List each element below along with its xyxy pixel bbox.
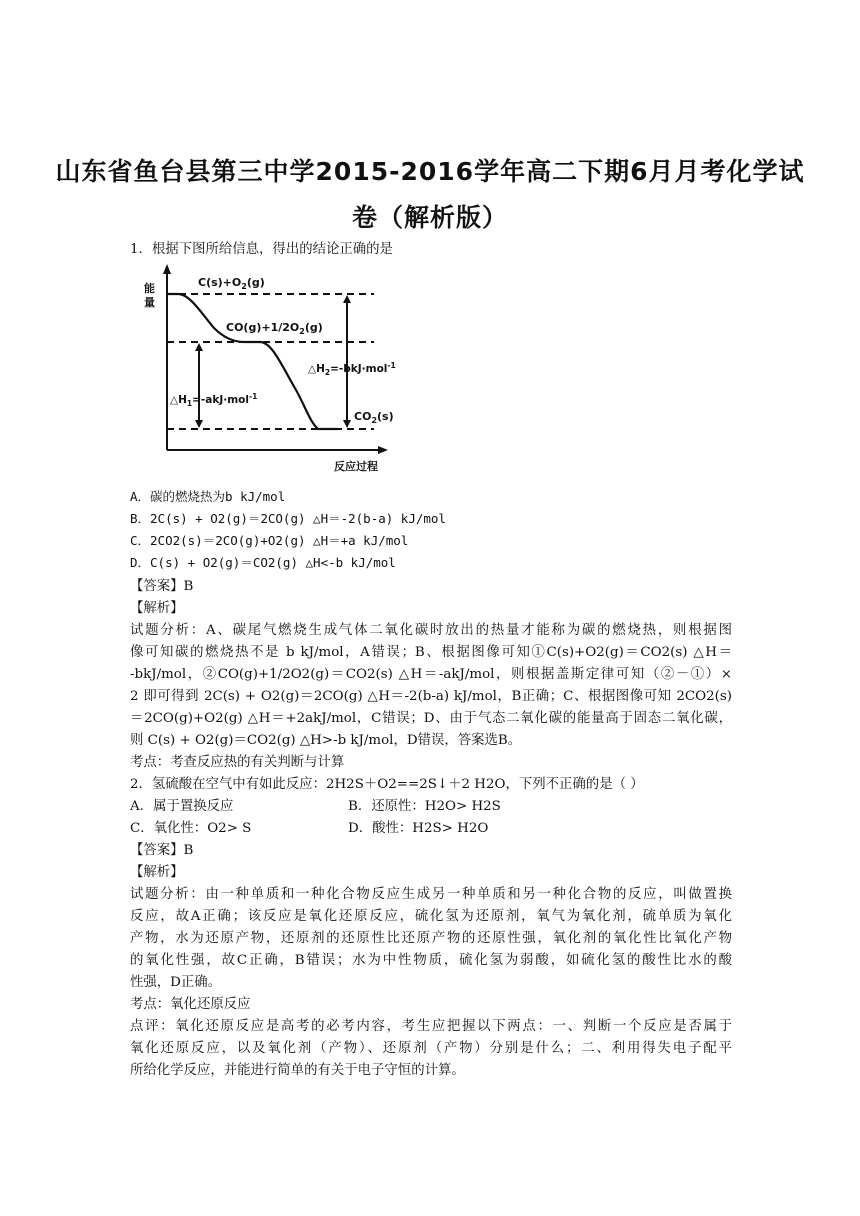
x-axis-arrow <box>378 446 388 454</box>
energy-curve <box>167 294 338 429</box>
energy-diagram <box>142 262 396 476</box>
document-title-line-1: 山东省鱼台县第三中学2015-2016学年高二下期6月月考化学试 <box>55 157 805 186</box>
question-1-analysis-line: -bkJ/mol，②CO(g)+1/2O2(g)＝CO2(s) △H＝-akJ/mol，则根据盖斯定律可知（②－①）× <box>130 667 732 682</box>
question-2-analysis-line: 的氧化性强，故C正确，B错误；水为中性物质，硫化氢为弱酸，如硫化氢的酸性比水的酸 <box>130 953 732 968</box>
question-1-analysis-head: 【解析】 <box>130 601 184 616</box>
question-2-option-a: A．属于置换反应 <box>130 799 234 814</box>
question-1-option-b: B．2C(s) + O2(g)＝2CO(g) △H＝-2(b-a) kJ/mol <box>130 511 446 526</box>
question-2-analysis-line: 产物，水为还原产物，还原剂的还原性比还原产物的还原性强，氧化剂的氧化性比氧化产物 <box>130 931 732 946</box>
question-1-analysis-line: ＝2CO(g)+O2(g) △H＝+2akJ/mol，C错误；D、由于气态二氧化碳的能量高于固态二氧化碳， <box>130 711 732 726</box>
question-2-comment-line: 所给化学反应，并能进行简单的有关于电子守恒的计算。 <box>130 1063 465 1078</box>
label-delta-h2: $\triangle H_2=-bkJ\cdot mol^{-1}$ <box>308 361 396 377</box>
question-1-analysis-line: 2 即可得到 2C(s) + O2(g)＝2CO(g) △H＝-2(b-a) kJ/mol，B正确；C、根据图像可知 2CO2(s) <box>130 689 732 704</box>
y-axis-arrow <box>163 264 171 274</box>
question-1-kaodian: 考点：考查反应热的有关判断与计算 <box>130 755 345 770</box>
label-co2: $CO_2(s)$ <box>354 410 394 425</box>
question-1-analysis-line: 像可知碳的燃烧热不是 b kJ/mol，A错误；B、根据图像可知①C(s)+O2(g)＝CO2(s) △H＝ <box>130 645 732 660</box>
question-2-kaodian: 考点：氧化还原反应 <box>130 997 251 1012</box>
label-c-o2: $C(s)+O_2(g)$ <box>198 276 265 291</box>
question-2-answer: 【答案】B <box>130 843 194 858</box>
question-1-option-d: D．C(s) + O2(g)＝CO2(g) △H<-b kJ/mol <box>130 555 396 570</box>
question-1-option-a: A．碳的燃烧热为b kJ/mol <box>130 489 286 504</box>
question-2-comment-line: 点评：氧化还原反应是高考的必考内容，考生应把握以下两点：一、判断一个反应是否属于 <box>130 1019 732 1034</box>
y-axis-label-1: 能 <box>144 282 155 295</box>
question-2-analysis-line: 反应，故A正确；该反应是氧化还原反应，硫化氢为还原剂，氧气为氧化剂，硫单质为氧化 <box>130 909 732 924</box>
x-axis-label: 反应过程 <box>334 460 378 473</box>
question-2-option-d: D．酸性：H2S> H2O <box>348 821 489 836</box>
question-1-stem: 1．根据下图所给信息，得出的结论正确的是 <box>130 242 393 257</box>
question-1-option-c: C．2CO2(s)＝2CO(g)+O2(g) △H＝+a kJ/mol <box>130 533 409 548</box>
question-1-analysis-line: 试题分析：A、碳尾气燃烧生成气体二氧化碳时放出的热量才能称为碳的燃烧热，则根据图 <box>130 623 732 638</box>
question-2-analysis-line: 试题分析：由一种单质和一种化合物反应生成另一种单质和另一种化合物的反应，叫做置换 <box>130 887 732 902</box>
question-2-comment-line: 氧化还原反应，以及氧化剂（产物）、还原剂（产物）分别是什么；二、利用得失电子配平 <box>130 1041 732 1056</box>
question-1-analysis-line: 则 C(s) + O2(g)＝CO2(g) △H>-b kJ/mol，D错误，答案选B。 <box>130 733 522 748</box>
question-2-analysis-line: 性强，D正确。 <box>130 975 222 990</box>
question-2-analysis-head: 【解析】 <box>130 865 184 880</box>
question-1-answer: 【答案】B <box>130 579 194 594</box>
question-2-stem: 2．氢硫酸在空气中有如此反应：2H2S＋O2==2S↓＋2 H2O，下列不正确的是（ ） <box>130 777 644 792</box>
question-2-option-c: C．氧化性：O2> S <box>130 821 252 836</box>
label-co: $CO(g)+1/2O_2(g)$ <box>226 321 323 336</box>
question-2-option-b: B．还原性：H2O> H2S <box>348 799 501 814</box>
label-delta-h1: $\triangle H_1=-akJ\cdot mol^{-1}$ <box>170 392 258 408</box>
document-title-line-2: 卷（解析版） <box>351 203 508 232</box>
y-axis-label-2: 量 <box>144 296 155 309</box>
